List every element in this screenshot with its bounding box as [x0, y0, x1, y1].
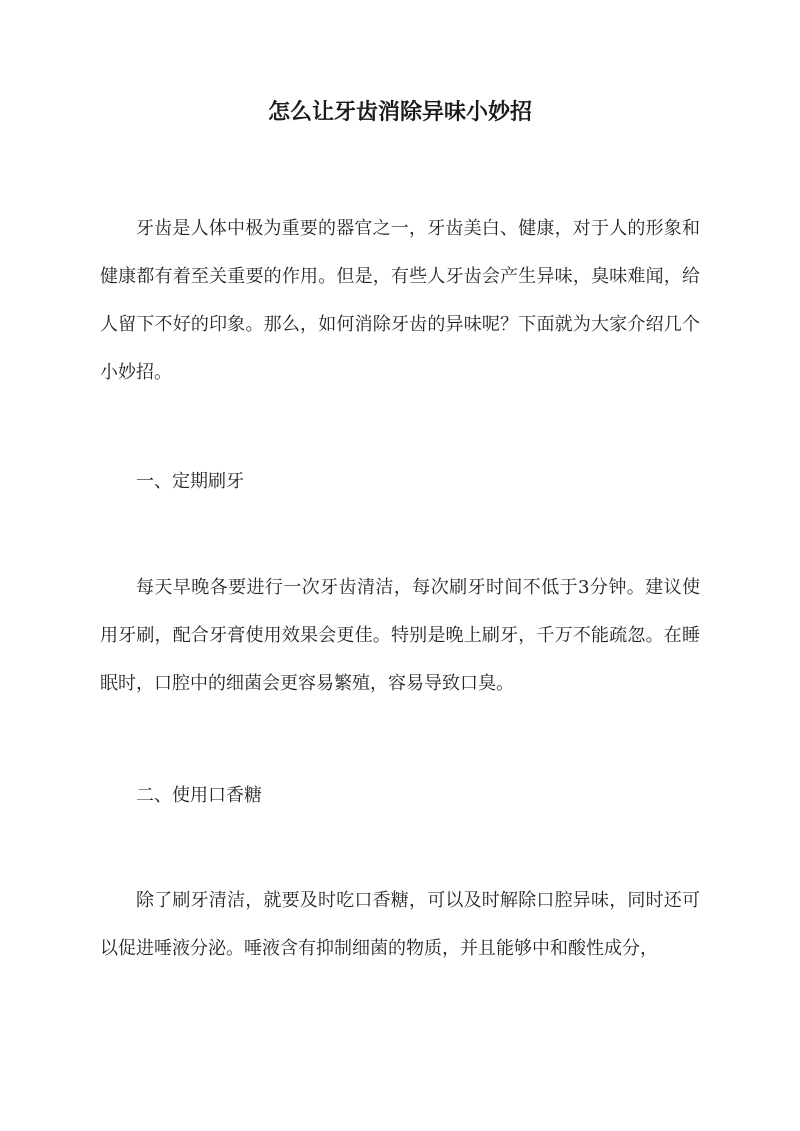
intro-paragraph: 牙齿是人体中极为重要的器官之一，牙齿美白、健康，对于人的形象和健康都有着至关重要的作用。但是，有些人牙齿会产生异味，臭味难闻，给人留下不好的印象。那么，如何消除牙齿的异味呢？下面就为大家介绍几个小妙招。 [100, 218, 700, 383]
document-title: 怎么让牙齿消除异味小妙招 [267, 99, 532, 125]
section-body-2: 除了刷牙清洁，就要及时吃口香糖，可以及时解除口腔异味，同时还可以促进唾液分泌。唾液含有抑制细菌的物质，并且能够中和酸性成分， [100, 890, 700, 959]
section-heading-2: 二、使用口香糖 [136, 785, 262, 806]
section-body-1: 每天早晚各要进行一次牙齿清洁，每次刷牙时间不低于3分钟。建议使用牙刷，配合牙膏使用效果会更佳。特别是晚上刷牙，千万不能疏忽。在睡眠时，口腔中的细菌会更容易繁殖，容易导致口臭。 [100, 577, 700, 694]
section-heading-1: 一、定期刷牙 [136, 471, 244, 492]
